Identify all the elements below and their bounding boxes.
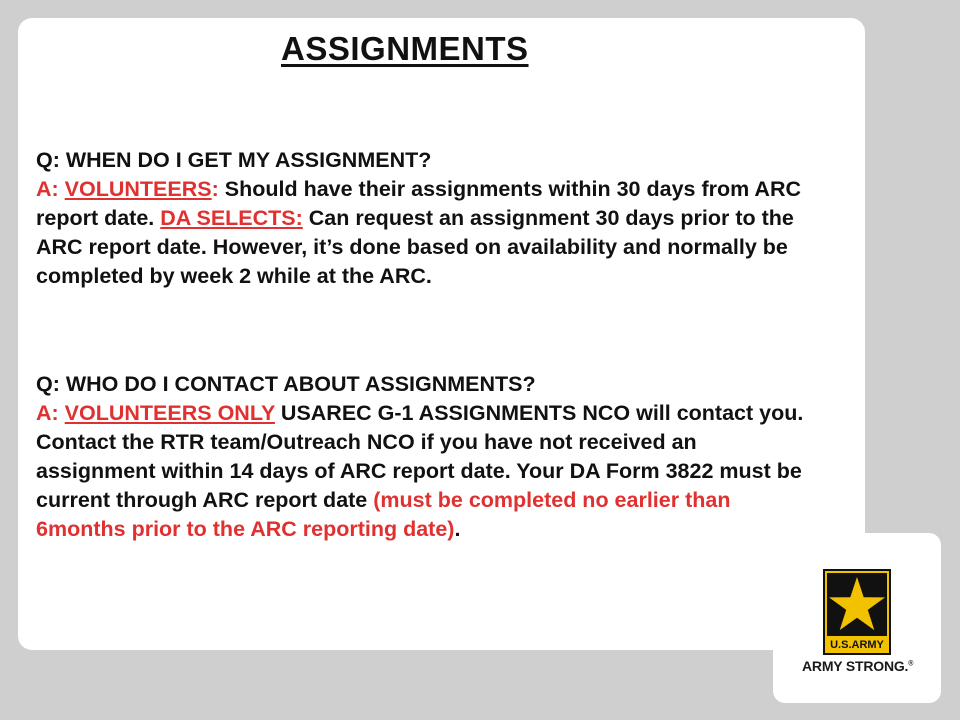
- tagline-text: ARMY STRONG.: [802, 658, 909, 674]
- slide-title: ASSIGNMENTS: [281, 30, 529, 67]
- answer-1-prefix: A:: [36, 177, 65, 201]
- qa-block-1: [36, 146, 816, 291]
- da-selects-label: DA SELECTS:: [160, 206, 303, 230]
- volunteers-text: Should have their assignments within 30 days from ARC report date.: [36, 177, 801, 230]
- registered-mark: ®: [908, 660, 914, 668]
- volunteers-label: VOLUNTEERS: [64, 177, 212, 201]
- logo-badge-text: U.S.ARMY: [830, 639, 884, 651]
- question-2: Q: WHO DO I CONTACT ABOUT ASSIGNMENTS?: [36, 372, 536, 396]
- army-strong-tagline: [802, 658, 913, 674]
- answer-2-text: USAREC G-1 ASSIGNMENTS NCO will contact you. Contact the RTR team/Outreach NCO if you have not received an assignment within 14 days of ARC report date. Your DA Form 3822 must be current through ARC report date: [36, 401, 804, 512]
- volunteers-only-label: VOLUNTEERS ONLY: [64, 401, 275, 425]
- volunteers-colon: :: [211, 177, 219, 201]
- question-1: Q: WHEN DO I GET MY ASSIGNMENT?: [36, 148, 432, 172]
- answer-2-prefix: A:: [36, 401, 65, 425]
- army-star-logo: [822, 568, 892, 656]
- qa-block-2: [36, 370, 816, 544]
- answer-2-end: .: [454, 517, 461, 541]
- da-selects-text: Can request an assignment 30 days prior to the ARC report date. However, it’s done based on availability and normally be completed by week 2 while at the ARC.: [36, 206, 794, 288]
- answer-2-red-note: (must be completed no earlier than 6months prior to the ARC reporting date): [36, 488, 731, 541]
- slide-card: [18, 18, 865, 650]
